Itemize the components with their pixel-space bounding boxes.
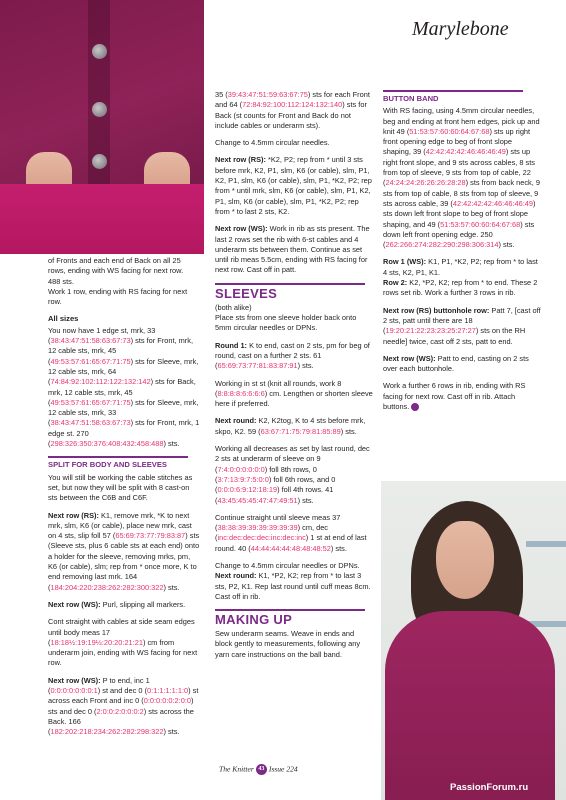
column-3 <box>383 90 541 419</box>
pink-skirt <box>0 184 204 254</box>
col2-top: 35 (39:43:47:51:59:63:67:75) sts for each Front and 64 (72:84:92:100:112:124:132:140) sts for Back (st counts for Front and Back do not include cables or underarm sts). <box>215 90 370 130</box>
button-3 <box>92 154 107 169</box>
button-band-heading: BUTTON BAND <box>383 90 523 104</box>
split-next-ws: Next row (WS): Purl, slipping all markers. <box>48 599 186 609</box>
making-up-heading: MAKING UP <box>215 609 365 627</box>
band-text: With RS facing, using 4.5mm circular needles, beg and ending at front hem edges, pick up and knit 49 (51:53:57:60:60:64:67:68) sts up right front opening edge to beg of front slope shaping, 39 (42:42:42:42:46:46:46:49) sts up right front slope, and 9 sts across cables, 8 sts from top of sleeve, 9 sts from top of cable, 22 (24:24:24:26:26:26:28:28) sts from back neck, 9 sts from top of cable, 8 sts from top of sleeve, 9 sts across cable, 39 (42:42:42:42:46:46:46:49) sts down left front slope to beg of front slope shaping, and 49 (51:53:57:60:60:64:67:68) sts down left front opening edge. 250 (262:266:274:282:290:298:306:314) sts. <box>383 106 540 250</box>
sleeves-working: Working in st st (knit all rounds, work 8 (8:8:8:8:6:6:6:6) cm. Lengthen or shorten sleeve here if preferred. <box>215 378 373 409</box>
page-number: 43 <box>256 764 267 775</box>
making-up-text: Sew underarm seams. Weave in ends and block gently to measurements, following any yarn care instructions on the ball band. <box>215 629 361 659</box>
model-cardigan <box>385 611 555 800</box>
end-of-pattern-icon <box>411 403 419 411</box>
sleeves-round1: Round 1: K to end, cast on 2 sts, pm for beg of round, cast on a further 2 sts. 61 (65:69:73:77:81:83:87:91) sts. <box>215 340 370 371</box>
pattern-title: Marylebone <box>412 18 509 40</box>
sleeves-decreases: Working all decreases as set by last round, dec 2 sts at underarm of sleeve on 9 (7:4:0:0:0:0:0:0) foll 8th rows, 0 (3:7:13:9:7:5:0:0) foll 6th rows, and 0 (0:0:0:6:9:12:18:19) foll 4th rows. 41 (43:45:45:45:47:47:49:51) sts. <box>215 444 370 505</box>
col2-next-ws: Next row (WS): Work in rib as sts present. The last 2 rows set the rib with 6-st cables and 4 underarm sts between them. Continue as set until rib meas 5.5cm, ending with RS facing for next row. Cast off in patt. <box>215 224 370 275</box>
split-next-ws2: Next row (WS): P to end, inc 1 (0:0:0:0:0:0:0:1) st and dec 0 (0:1:1:1:1:1:0) st across each Front and inc 0 (0:0:0:0:0:2:0:0) sts and dec 0 (2:0:0:2:0:0:0:2) sts across the Back. 166 (182:202:218:234:262:282:298:322) sts. <box>48 675 199 737</box>
sleeves-next-round: Next round: K2, K2tog, K to 4 sts before mrk, skpo, K2. 59 (63:67:71:75:79:81:85:89) sts. <box>215 416 366 436</box>
sleeves-subheading: (both alike) <box>215 302 252 312</box>
watermark: PassionForum.ru <box>450 782 529 793</box>
sleeves-cuff: Change to 4.5mm circular needles or DPNs. Next round: K1, *P2, K2; rep from * to last 3 sts, P2, K1. Rep last round until cuff meas 8cm. Cast off in rib. <box>215 560 371 601</box>
all-sizes-text: You now have 1 edge st, mrk, 33 (38:43:47:51:58:63:67:73) sts for Front, mrk, 12 cable sts, mrk, 45 (49:53:57:61:65:67:71:75) sts for Sleeve, mrk, 12 cable sts, mrk, 64 (74:84:92:102:112:122:132:142) sts for Back, mrk, 12 cable sts, mrk, 45 (49:53:57:61:65:67:71:75) sts for Sleeve, mrk, 12 cable sts, mrk, 33 (38:43:47:51:58:63:67:73) sts for Front, mrk, 1 edge st. 270 (298:326:350:376:408:432:458:488) sts. <box>48 325 200 449</box>
split-heading: SPLIT FOR BODY AND SLEEVES <box>48 456 188 470</box>
sleeves-heading: SLEEVES <box>215 283 365 301</box>
column-1 <box>48 256 200 744</box>
split-cont: Cont straight with cables at side seam edges until body meas 17 (18:18½:19:19½:20:20:21:21) cm from underarm join, ending with WS facing for next row. <box>48 617 198 668</box>
all-sizes-heading: All sizes <box>48 314 79 324</box>
intro-text: of Fronts and each end of Back on all 25 rows, ending with WS facing for next row. 488 sts. Work 1 row, ending with RS facing for next row. <box>48 256 188 307</box>
sleeves-continue: Continue straight until sleeve meas 37 (38:38:39:39:39:39:39:39) cm, dec (inc:dec:dec:dec:inc:dec:inc) 1 st at end of last round. 40 (44:44:44:44:48:48:48:52) sts. <box>215 512 367 553</box>
col2-change: Change to 4.5mm circular needles. <box>215 138 330 148</box>
model-face <box>436 521 494 599</box>
band-next-ws: Next row (WS): Patt to end, casting on 2 sts over each buttonhole. <box>383 353 529 374</box>
column-2 <box>215 90 373 667</box>
sleeves-intro: Place sts from one sleeve holder back onto 5mm circular needles or DPNs. <box>215 313 357 333</box>
col2-next-rs: Next row (RS): *K2, P2; rep from * until 3 sts before mrk, K2, P1, slm, K6 (or cable), slm, P1, K2, P1, slm, K6 (or cable), slm, P1, *K2, P2; rep from * until mrk, slm, K6 (or cable), slm, P1, K2, P1, slm, K6 (or cable), slm, P1, *K2, P2; rep from * to last 2 sts, K2. <box>215 155 372 216</box>
split-intro: You will still be working the cable stitches as set, but now they will be split with 8 cast-on sts between the C6B and C6F. <box>48 472 193 503</box>
button-1 <box>92 44 107 59</box>
shelf <box>526 541 566 547</box>
button-2 <box>92 102 107 117</box>
band-rows: Row 1 (WS): K1, P1, *K2, P2; rep from * to last 4 sts, K2, P1, K1. Row 2: K2, *P2, K2; rep from * to end. These 2 rows set rib. Work a further 3 rows in rib. <box>383 257 538 298</box>
band-finish: Work a further 6 rows in rib, ending with RS facing for next row. Cast off in rib. Attach buttons. <box>383 381 526 412</box>
cardigan-detail-photo <box>0 0 204 254</box>
band-buttonhole: Next row (RS) buttonhole row: Patt 7, [cast off 2 sts, patt until there are 18 (19:20:21:22:23:23:25:27:27) sts on the RH needle] twice, cast off 2 sts, patt to end. <box>383 305 541 346</box>
model-photo <box>381 481 566 800</box>
page-footer: The Knitter 43 Issue 224 <box>219 764 298 774</box>
split-next-rs: Next row (RS): K1, remove mrk, *K to next mrk, slm, K6 (or cable), place new mrk, cast on 4 sts, slip foll 57 (65:69:73:77:79:83:87) sts (Sleeve sts, plus 6 cable sts at each end) onto a holder for the sleeve, removing mrks, pm, K6 (or cable), slm; rep from * once more, K to end removing last mrk. 164 (184:204:220:238:262:282:300:322) sts. <box>48 510 200 592</box>
